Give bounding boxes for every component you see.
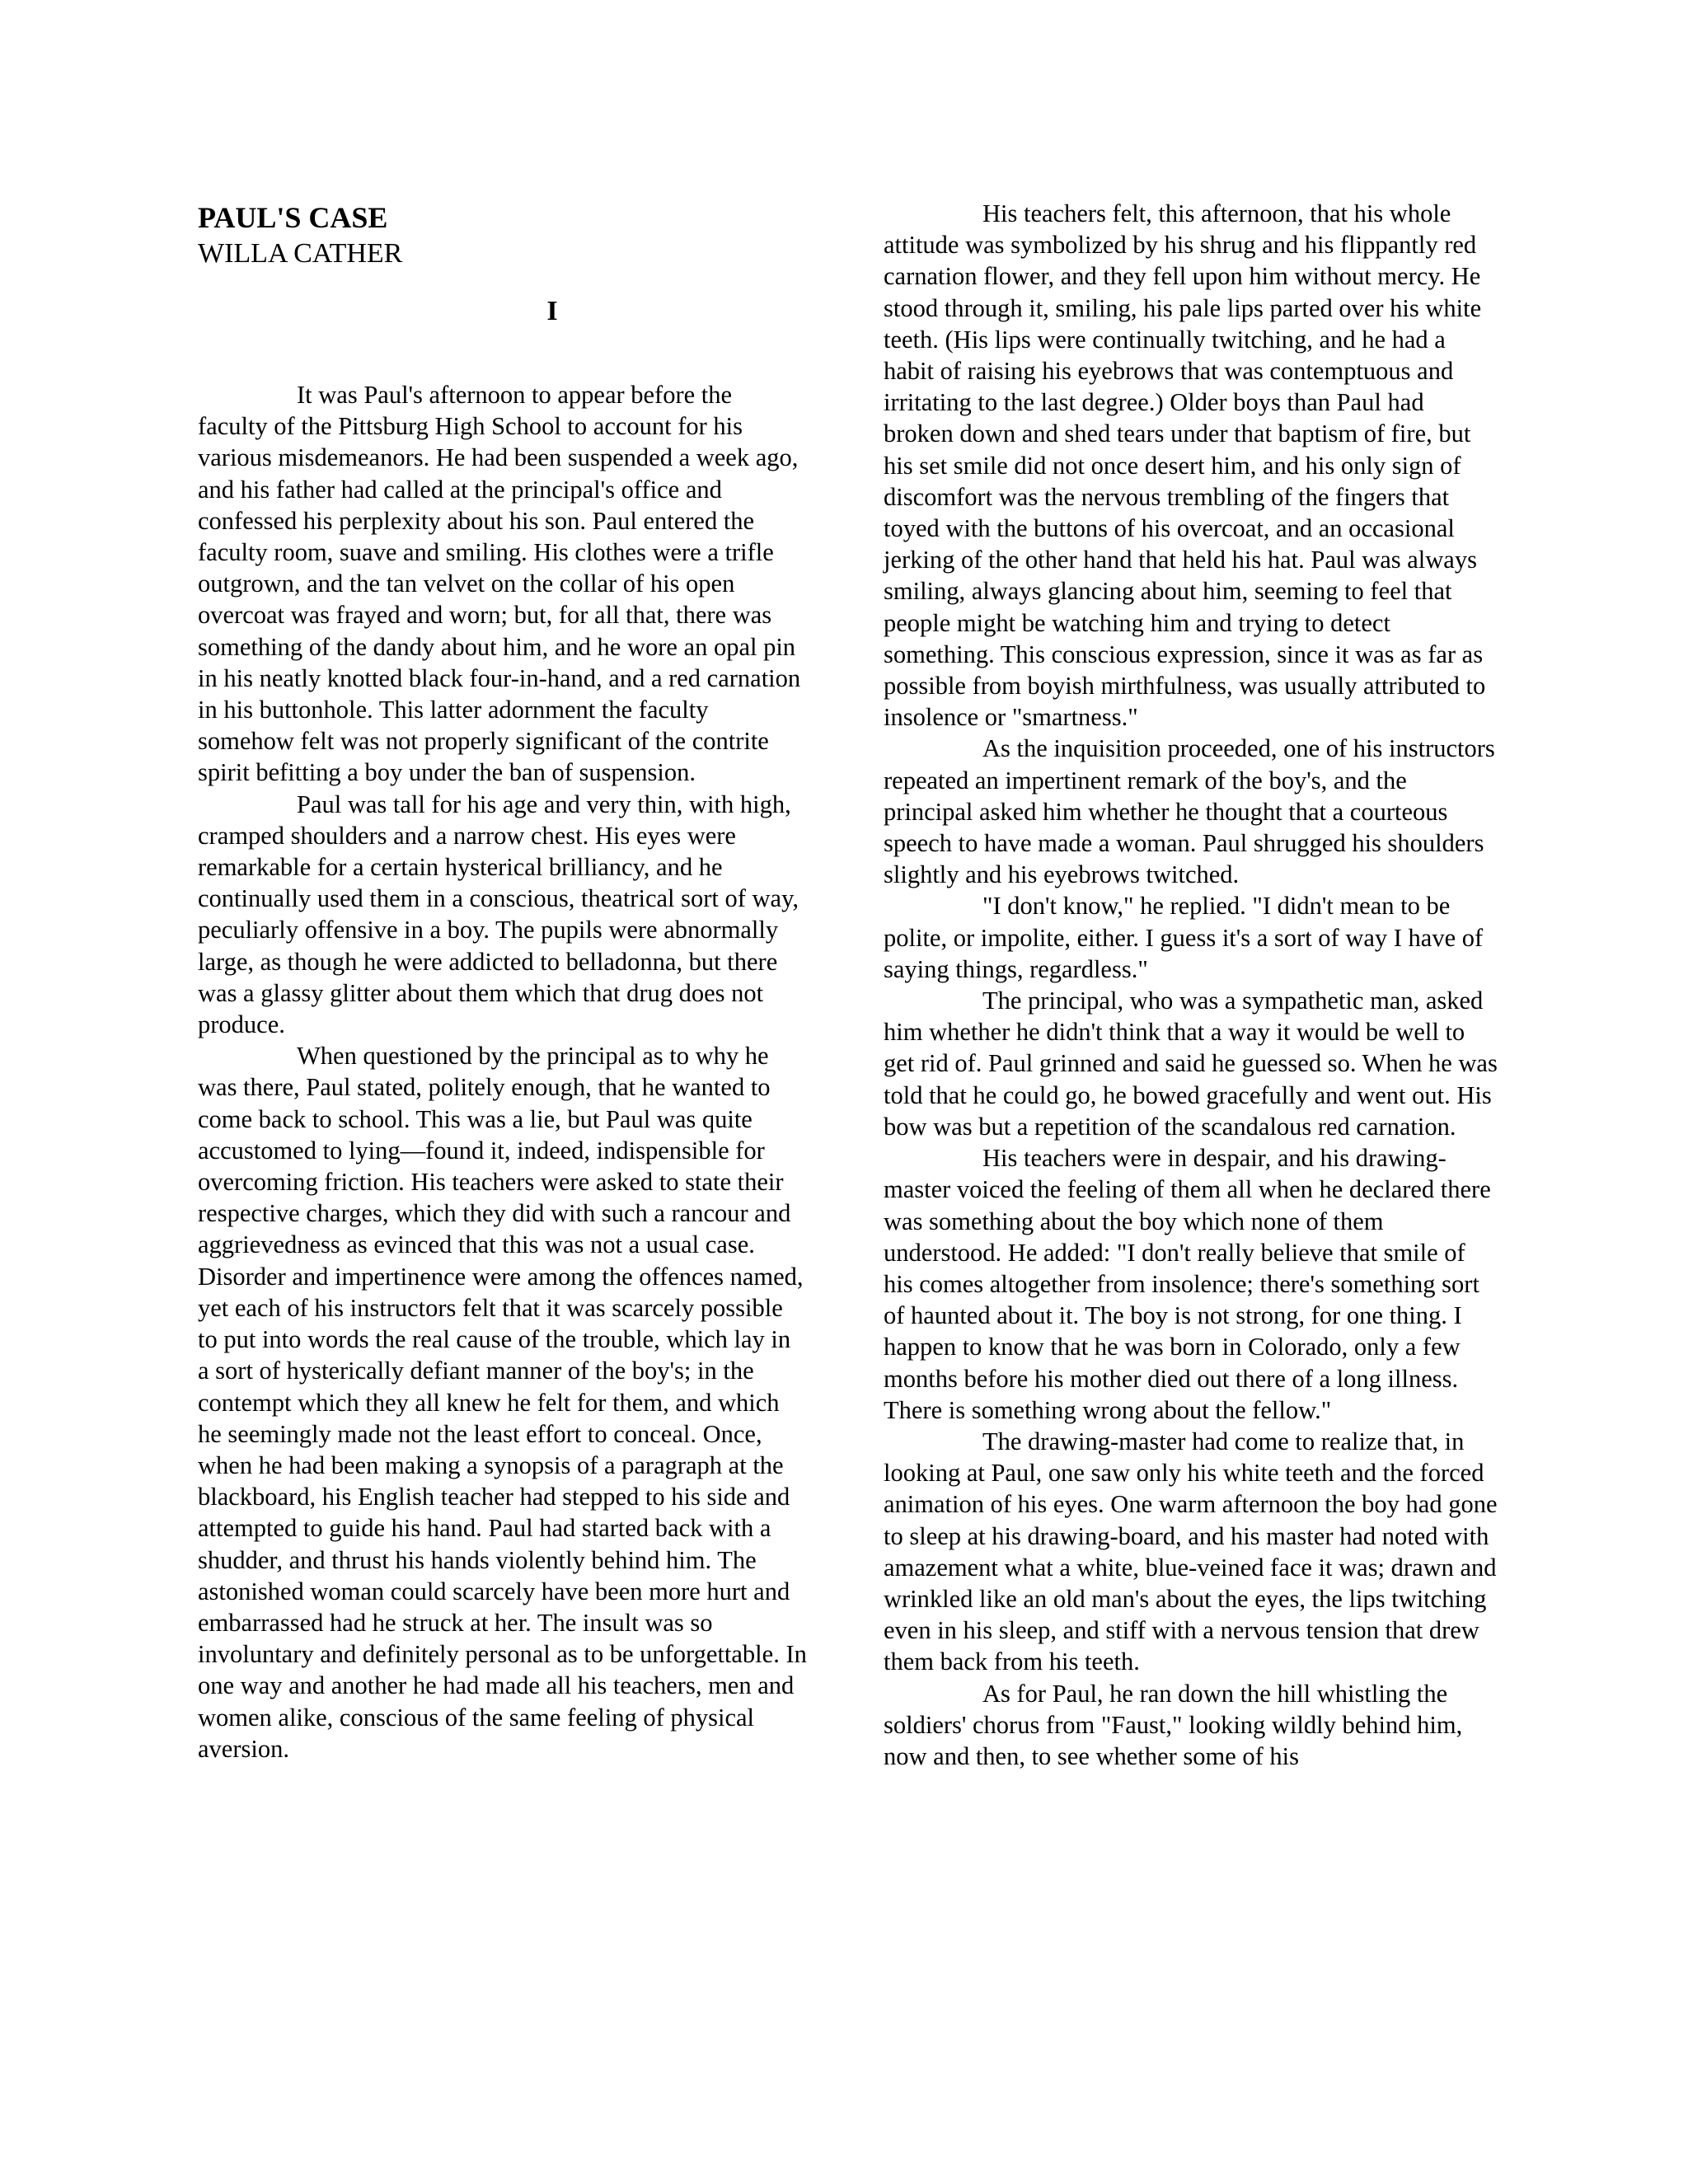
story-author: WILLA CATHER [198, 238, 403, 269]
right-column [884, 198, 1498, 1772]
paragraph: When questioned by the principal as to why he was there, Paul stated, politely enough, that he wanted to come back to school. This was a lie, but Paul was quite accustomed to lying—found it, indeed, indispensible for overcoming friction. His teachers were asked to state their respective charges, which they did with such a rancour and aggrievedness as evinced that this was not a usual case. Disorder and impertinence were among the offences named, yet each of his instructors felt that it was scarcely possible to put into words the real cause of the trouble, which lay in a sort of hysterically defiant manner of the boy's; in the contempt which they all knew he felt for them, and which he seemingly made not the least effort to conceal. Once, when he had been making a synopsis of a paragraph at the blackboard, his English teacher had stepped to his side and attempted to guide his hand. Paul had started back with a shudder, and thrust his hands violently behind him. The astonished woman could scarcely have been more hurt and embarrassed had he struck at her. The insult was so involuntary and definitely personal as to be unforgettable. In one way and another he had made all his teachers, men and women alike, conscious of the same feeling of physical aversion. [198, 1042, 807, 1763]
paragraph: The principal, who was a sympathetic man, asked him whether he didn't think that a way it would be well to get rid of. Paul grinned and said he guessed so. When he was told that he could go, he bowed gracefully and went out. His bow was but a repetition of the scandalous red carnation. [884, 987, 1498, 1141]
story-title: PAUL'S CASE [198, 201, 388, 234]
paragraph: As for Paul, he ran down the hill whistling the soldiers' chorus from "Faust," looking wildly behind him, now and then, to see whether some of his [884, 1679, 1463, 1770]
left-column [198, 199, 808, 1765]
paragraph: As the inquisition proceeded, one of his instructors repeated an impertinent remark of the boy's, and the principal asked him whether he thought that a courteous speech to have made a woman. Paul shrugged his shoulders slightly and his eyebrows twitched. [884, 734, 1495, 889]
paragraph: Paul was tall for his age and very thin, with high, cramped shoulders and a narrow chest. His eyes were remarkable for a certain hysterical brilliancy, and he continually used them in a conscious, theatrical sort of way, peculiarly offensive in a boy. The pupils were abnormally large, as though he were addicted to belladonna, but there was a glassy glitter about them which that drug does not produce. [198, 790, 799, 1039]
section-number: I [546, 296, 558, 326]
paragraph: His teachers were in despair, and his drawing-master voiced the feeling of them all when he declared there was something about the boy which none of them understood. He added: "I don't really believe that smile of his comes altogether from insolence; there's something sort of haunted about it. The boy is not strong, for one thing. I happen to know that he was born in Colorado, only a few months before his mother died out there of a long illness. There is something wrong about the fellow." [884, 1144, 1491, 1424]
paragraph: It was Paul's afternoon to appear before the faculty of the Pittsburg High School to account for his various misdemeanors. He had been suspended a week ago, and his father had called at the principal's office and confessed his perplexity about his son. Paul entered the faculty room, suave and smiling. His clothes were a trifle outgrown, and the tan velvet on the collar of his open overcoat was frayed and worn; but, for all that, there was something of the dandy about him, and he wore an opal pin in his neatly knotted black four-in-hand, and a red carnation in his buttonhole. This latter adornment the faculty somehow felt was not properly significant of the contrite spirit befitting a boy under the ban of suspension. [198, 381, 801, 787]
paragraph: His teachers felt, this afternoon, that his whole attitude was symbolized by his shrug and his flippantly red carnation flower, and they fell upon him without mercy. He stood through it, smiling, his pale lips parted over his white teeth. (His lips were continually twitching, and he had a habit of raising his eyebrows that was contemptuous and irritating to the last degree.) Older boys than Paul had broken down and shed tears under that baptism of fire, but his set smile did not once desert him, and his only sign of discomfort was the nervous trembling of the fingers that toyed with the buttons of his overcoat, and an occasional jerking of the other hand that held his hat. Paul was always smiling, always glancing about him, seeming to feel that people might be watching him and trying to detect something. This conscious expression, since it was as far as possible from boyish mirthfulness, was usually attributed to insolence or "smartness." [884, 199, 1486, 732]
paragraph: The drawing-master had come to realize that, in looking at Paul, one saw only his white teeth and the forced animation of his eyes. One warm afternoon the boy had gone to sleep at his drawing-board, and his master had noted with amazement what a white, blue-veined face it was; drawn and wrinkled like an old man's about the eyes, the lips twitching even in his sleep, and stiff with a nervous tension that drew them back from his teeth. [884, 1427, 1498, 1676]
paragraph: "I don't know," he replied. "I didn't mean to be polite, or impolite, either. I guess it's a sort of way I have of saying things, regardless." [884, 892, 1484, 983]
